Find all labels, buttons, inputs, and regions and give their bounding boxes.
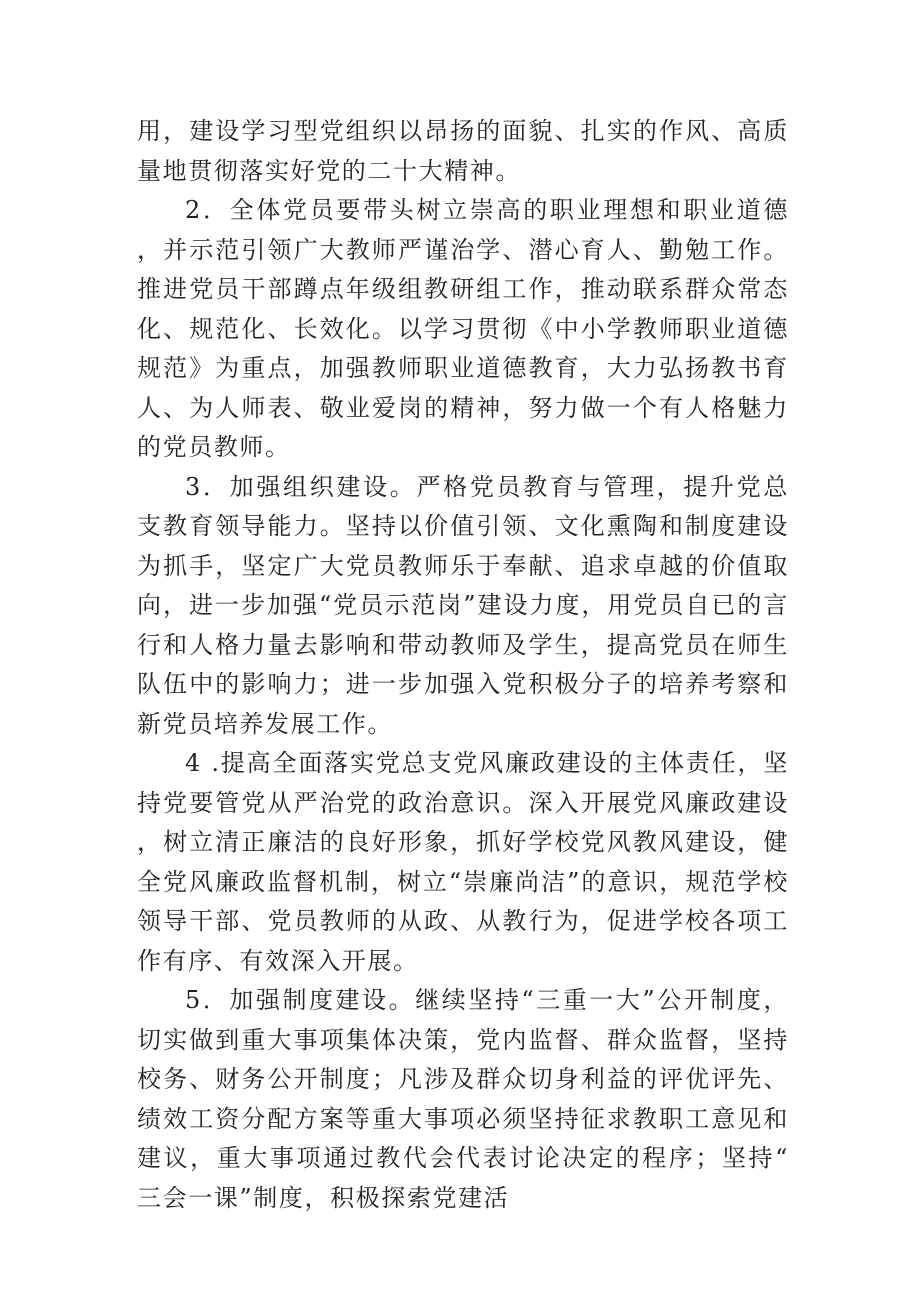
paragraph-item-4: 4 .提高全面落实党总支党风廉政建设的主体责任，坚持党要管党从严治党的政治意识。深入开展党风廉政建设，树立清正廉洁的良好形象，抓好学校党风教风建设，健全党风廉政监督机制，树立“崇廉尚洁”的意识，规范学校领导干部、党员教师的从政、从教行为，促进学校各项工作有序、有效深入开展。 [137, 749, 789, 975]
paragraph-item-2: 2．全体党员要带头树立崇高的职业理想和职业道德，并示范引领广大教师严谨治学、潜心育人、勤勉工作。推进党员干部蹲点年级组教研组工作，推动联系群众常态化、规范化、长效化。以学习贯彻《中小学教师职业道德规范》为重点，加强教师职业道德教育，大力弘扬教书育人、为人师表、敬业爱岗的精神，努力做一个有人格魅力的党员教师。 [137, 196, 789, 461]
document-body [137, 112, 789, 1218]
paragraph-continuation: 用，建设学习型党组织以昂扬的面貌、扎实的作风、高质量地贯彻落实好党的二十大精神。 [137, 117, 789, 185]
paragraph-item-3: 3．加强组织建设。严格党员教育与管理，提升党总支教育领导能力。坚持以价值引领、文化熏陶和制度建设为抓手，坚定广大党员教师乐于奉献、追求卓越的价值取向，进一步加强“党员示范岗”建设力度，用党员自已的言行和人格力量去影响和带动教师及学生，提高党员在师生队伍中的影响力；进一步加强入党积极分子的培养考察和新党员培养发展工作。 [137, 472, 789, 738]
paragraph-item-5: 5．加强制度建设。继续坚持“三重一大”公开制度，切实做到重大事项集体决策，党内监督、群众监督，坚持校务、财务公开制度；凡涉及群众切身利益的评优评先、绩效工资分配方案等重大事项必须坚持征求教职工意见和建议，重大事项通过教代会代表讨论决定的程序；坚持“三会一课”制度，积极探索党建活 [137, 986, 789, 1212]
